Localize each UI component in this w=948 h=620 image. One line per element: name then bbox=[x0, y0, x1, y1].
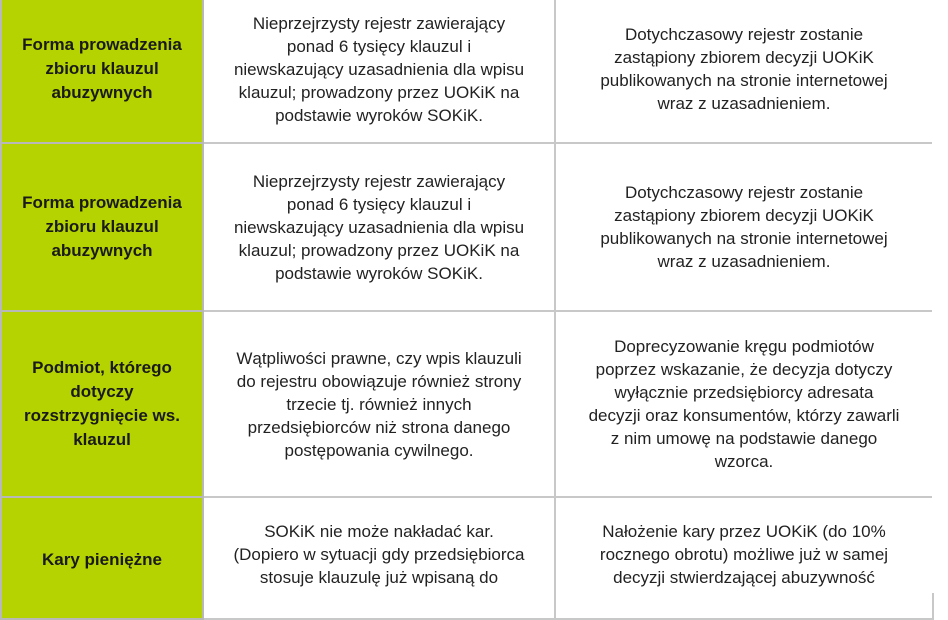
proposed-change-cell bbox=[555, 143, 933, 311]
proposed-change-cell bbox=[555, 0, 933, 143]
row-label-cell bbox=[1, 0, 203, 143]
current-state-text: Wątpliwości prawne, czy wpis klauzuli do rejestru obowiązuje również strony trzecie tj. również innych przedsiębiorców niż strona danego postępowania cywilnego. bbox=[236, 348, 522, 460]
current-state-cell bbox=[203, 0, 555, 143]
page-margin bbox=[932, 0, 948, 593]
proposed-change-text: Nałożenie kary przez UOKiK (do 10% rocznego obrotu) możliwe już w samej decyzji stwierdzającej abuzywność bbox=[599, 522, 889, 587]
proposed-change-text: Doprecyzowanie kręgu podmiotów poprzez wskazanie, że decyzja dotyczy wyłącznie przedsiębiorcy adresata decyzji oraz konsumentów, którzy zawarli z nim umowę na podstawie danego wzorca. bbox=[588, 337, 900, 471]
table-row bbox=[1, 497, 933, 619]
current-state-cell bbox=[203, 311, 555, 497]
row-label-cell bbox=[1, 143, 203, 311]
proposed-change-cell bbox=[555, 311, 933, 497]
current-state-text: SOKiK nie może nakładać kar. (Dopiero w sytuacji gdy przedsiębiorca stosuje klauzulę już wpisaną do bbox=[233, 522, 525, 587]
table-row bbox=[1, 143, 933, 311]
table-row bbox=[1, 311, 933, 497]
current-state-cell bbox=[203, 143, 555, 311]
current-state-cell bbox=[203, 497, 555, 619]
row-label: Kary pieniężne bbox=[42, 550, 162, 569]
row-label-cell bbox=[1, 497, 203, 619]
row-label-cell bbox=[1, 311, 203, 497]
row-label: Forma prowadzenia zbioru klauzul abuzywnych bbox=[22, 35, 182, 102]
current-state-text: Nieprzejrzysty rejestr zawierający ponad 6 tysięcy klauzul i niewskazujący uzasadnienia dla wpisu klauzul; prowadzony przez UOKiK na podstawie wyroków SOKiK. bbox=[233, 171, 525, 283]
current-state-text: Nieprzejrzysty rejestr zawierający ponad 6 tysięcy klauzul i niewskazujący uzasadnienia dla wpisu klauzul; prowadzony przez UOKiK na podstawie wyroków SOKiK. bbox=[233, 13, 525, 125]
proposed-change-cell bbox=[555, 497, 933, 619]
proposed-change-text: Dotychczasowy rejestr zostanie zastąpiony zbiorem decyzji UOKiK publikowanych na stronie internetowej wraz z uzasadnieniem. bbox=[600, 25, 888, 113]
proposed-change-text: Dotychczasowy rejestr zostanie zastąpiony zbiorem decyzji UOKiK publikowanych na stronie internetowej wraz z uzasadnieniem. bbox=[600, 183, 888, 271]
row-label: Forma prowadzenia zbioru klauzul abuzywnych bbox=[22, 193, 182, 260]
row-label: Podmiot, którego dotyczy rozstrzygnięcie ws. klauzul bbox=[24, 358, 180, 449]
table-row bbox=[1, 0, 933, 143]
